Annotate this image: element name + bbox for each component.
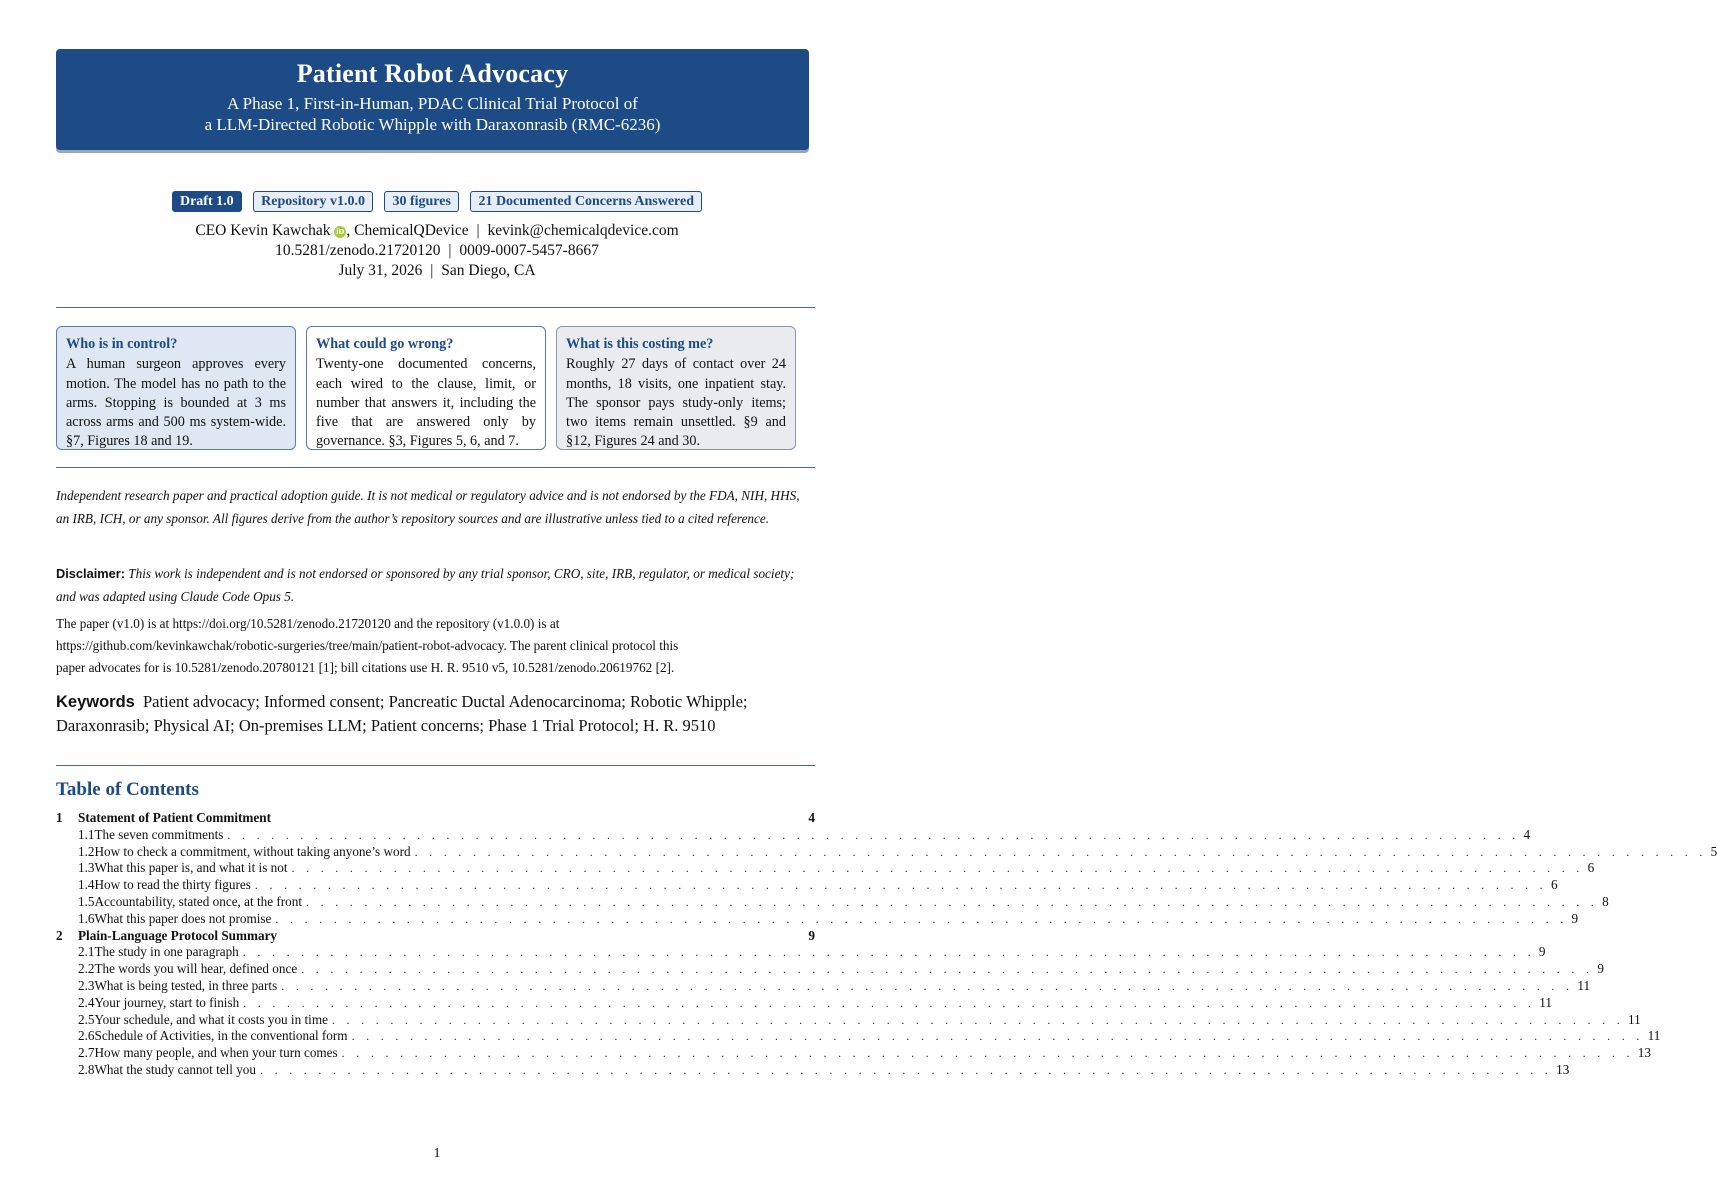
disclaimer [56,563,815,608]
toc-entry-label: Your journey, start to finish [94,994,240,1010]
toc-subsection-entry[interactable] [56,994,1552,1012]
identifier-line [0,242,874,260]
repository-badge: Repository v1.0.0 [253,191,373,212]
toc-entry-page: 9 [1571,910,1579,926]
author-email[interactable]: kevink@chemicalqdevice.com [487,222,679,239]
toc-section-entry[interactable] [56,928,821,945]
badge-row [0,191,874,212]
toc-entry-page: 11 [1628,1011,1641,1027]
toc-entry-page: 11 [1577,977,1591,993]
toc-entry-number: 2.1 [78,944,95,960]
toc-entry-label: What is being tested, in three parts [94,977,278,993]
toc-entry-label: The words you will hear, defined once [94,961,298,977]
author-org: , ChemicalQDevice [346,222,469,239]
toc-entry-page: 6 [1587,860,1595,876]
toc-entry-page: 13 [1556,1061,1570,1077]
toc-entry-label: Statement of Patient Commitment [78,810,271,825]
toc-subsection-entry[interactable] [56,944,1546,961]
paper-links [56,613,815,679]
toc-leader-dots: . . . . . . . . . . . . . . . . . . . . . . . . . . . . . . . . . . . . . . . . . . . . . . . . . . . . . . . . . . . . . . . . . . . . . . . . . . . . . . . . . . . . . . . . . [254,878,1547,893]
disclaimer-text: This work is independent and is not endorsed or sponsored by any trial sponsor, CRO, site, IRB, regulator, or medical society; and was adapted using Claude Code Opus 5. [56,566,795,604]
toc-entry-page: 8 [1602,893,1609,909]
toc-entry-page: 5 [1710,843,1717,859]
toc-entry-label: Accountability, stated once, at the front [94,893,302,909]
toc-entry-page: 11 [1647,1028,1661,1044]
toc-subsection-entry[interactable] [56,1011,1641,1029]
toc-entry-number: 2.8 [78,1061,95,1077]
toc-entry-label: How many people, and when your turn comes [94,1045,338,1061]
toc-leader-dots: . . . . . . . . . . . . . . . . . . . . . . . . . . . . . . . . . . . . . . . . . . . . . . . . . . . . . . . . . . . . . . . . . . . . . . . . . . . . . . . . . . . . . . . . . [243,995,1536,1010]
card-title: Who is in control? [66,336,178,352]
separator: | [430,262,434,279]
divider [56,765,815,766]
toc-entry-label: How to check a commitment, without taking anyone’s word [94,843,411,859]
keywords [56,690,815,737]
toc-entry-page: 6 [1550,877,1558,893]
toc-subsection-entry[interactable] [56,843,1717,861]
paper-links-line1: The paper (v1.0) is at https://doi.org/10.5281/zenodo.21720120 and the repository (v1.0.0) is at [56,616,560,631]
toc-entry-label: What this paper does not promise [94,910,272,926]
toc-entry-page: 9 [1597,961,1604,977]
card-title: What could go wrong? [316,336,454,352]
figures-badge: 30 figures [384,191,458,212]
toc-entry-page: 11 [1539,994,1552,1010]
card-body: Twenty-one documented concerns, each wired to the clause, limit, or number that answers it, including the five that are answered only by governance. §3, Figures 5, 6, and 7. [316,356,536,450]
toc-leader-dots: . . . . . . . . . . . . . . . . . . . . . . . . . . . . . . . . . . . . . . . . . . . . . . . . . . . . . . . . . . . . . . . . . . . . . . . . . . . . . . . . . . . . . . . . . [260,1062,1553,1077]
toc-subsection-entry[interactable] [56,877,1558,894]
disclaimer-label: Disclaimer: [56,566,125,581]
toc-entry-number: 1.3 [78,860,95,876]
location-text: San Diego, CA [441,262,536,279]
paper-links-line3: paper advocates for is 10.5281/zenodo.20780121 [1]; bill citations use H. R. 9510 v5, 10.5281/zenodo.20619762 [2]. [56,660,675,675]
toc-entry-label: The study in one paragraph [94,944,239,960]
divider [56,467,815,468]
date-text: July 31, 2026 [338,262,423,279]
toc-entry-number: 2.3 [78,977,95,993]
card-cost [556,326,796,450]
toc-entry-number: 1 [56,810,63,825]
toc-entry-label: Schedule of Activities, in the conventional form [94,1028,348,1044]
toc-entry-label: The seven commitments [94,826,224,842]
toc-leader-dots: . . . . . . . . . . . . . . . . . . . . . . . . . . . . . . . . . . . . . . . . . . . . . . . . . . . . . . . . . . . . . . . . . . . . . . . . . . . . . . . . . . . . . . . . . [341,1046,1634,1061]
toc-entry-number: 2.6 [78,1028,95,1044]
toc-entry-number: 2 [56,927,63,943]
independence-notice: Independent research paper and practical adoption guide. It is not medical or regulatory advice and is not endorsed by the FDA, NIH, HHS, an IRB, ICH, or any sponsor. All figures derive from the author’s repository sources and are illustrative unless tied to a cited reference. [56,488,800,526]
page-number: 1 [433,1146,441,1161]
toc-entry-number: 1.4 [78,877,95,893]
toc-section-entry[interactable] [56,810,821,827]
toc-entry-label: What the study cannot tell you [94,1061,256,1077]
toc-entry-page: 4 [808,810,815,825]
toc-leader-dots: . . . . . . . . . . . . . . . . . . . . . . . . . . . . . . . . . . . . . . . . . . . . . . . . . . . . . . . . . . . . . . . . . . . . . . . . . . . . . . . . . . . . . . . . . [281,978,1574,993]
toc-subsection-entry[interactable] [56,961,1604,978]
paper-title: Patient Robot Advocacy [296,59,569,88]
toc-leader-dots: . . . . . . . . . . . . . . . . . . . . . . . . . . . . . . . . . . . . . . . . . . . . . . . . . . . . . . . . . . . . . . . . . . . . . . . . . . . . . . . . . . . . . . . . . [242,945,1535,960]
toc-entry-number: 2.4 [78,994,95,1010]
toc-leader-dots: . . . . . . . . . . . . . . . . . . . . . . . . . . . . . . . . . . . . . . . . . . . . . . . . . . . . . . . . . . . . . . . . . . . . . . . . . . . . . . . . . . . . . . . . . [351,1029,1644,1044]
concerns-badge: 21 Documented Concerns Answered [470,191,702,212]
keywords-text: Patient advocacy; Informed consent; Pancreatic Ductal Adenocarcinoma; Robotic Whipple; Daraxonrasib; Physical AI; On-premises LLM; Patient concerns; Phase 1 Trial Protocol; H. R. 9510 [56,692,748,735]
toc-entry-page: 9 [808,927,815,943]
toc-subsection-entry[interactable] [56,893,1609,911]
paper-subtitle-line2: a LLM-Directed Robotic Whipple with Daraxonrasib (RMC-6236) [204,115,661,134]
toc-entry-number: 1.5 [78,893,95,909]
toc-entry-page: 4 [1523,826,1531,842]
toc-entry-label: Plain-Language Protocol Summary [78,927,278,943]
toc-entry-label: What this paper is, and what it is not [94,860,288,876]
toc-entry-label: Your schedule, and what it costs you in time [94,1011,328,1027]
divider [56,307,815,308]
toc-leader-dots: . . . . . . . . . . . . . . . . . . . . . . . . . . . . . . . . . . . . . . . . . . . . . . . . . . . . . . . . . . . . . . . . . . . . . . . . . . . . . . . . . . . . . . . . . [275,911,1568,926]
toc-leader-dots: . . . . . . . . . . . . . . . . . . . . . . . . . . . . . . . . . . . . . . . . . . . . . . . . . . . . . . . . . . . . . . . . . . . . . . . . . . . . . . . . . . . . . . . . . [227,827,1520,842]
toc-subsection-entry[interactable] [56,860,1595,877]
table-of-contents [56,810,1717,1079]
toc-subsection-entry[interactable] [56,977,1591,995]
keywords-label: Keywords [56,693,135,711]
card-title: What is this costing me? [566,336,714,352]
orcid-icon[interactable]: iD [336,228,345,236]
card-control [56,326,296,450]
toc-entry-page: 9 [1538,944,1546,960]
toc-entry-number: 2.5 [78,1011,95,1027]
toc-entry-page: 13 [1637,1045,1651,1061]
separator: | [448,242,452,259]
toc-leader-dots: . . . . . . . . . . . . . . . . . . . . . . . . . . . . . . . . . . . . . . . . . . . . . . . . . . . . . . . . . . . . . . . . . . . . . . . . . . . . . . . . . . . . . . . . . [306,894,1599,909]
separator: | [476,222,480,239]
toc-subsection-entry[interactable] [56,1045,1651,1062]
date-line [0,262,874,280]
author-line [0,222,874,240]
toc-subsection-entry[interactable] [56,826,1531,844]
toc-entry-number: 1.1 [78,826,95,842]
toc-subsection-entry[interactable] [56,1061,1570,1079]
draft-badge: Draft 1.0 [172,191,242,212]
toc-subsection-entry[interactable] [56,1028,1661,1045]
doi-text[interactable]: 10.5281/zenodo.21720120 [275,242,441,259]
toc-leader-dots: . . . . . . . . . . . . . . . . . . . . . . . . . . . . . . . . . . . . . . . . . . . . . . . . . . . . . . . . . . . . . . . . . . . . . . . . . . . . . . . . . . . . . . . . . [331,1012,1625,1027]
toc-entry-number: 1.2 [78,843,95,859]
toc-leader-dots: . . . . . . . . . . . . . . . . . . . . . . . . . . . . . . . . . . . . . . . . . . . . . . . . . . . . . . . . . . . . . . . . . . . . . . . . . . . . . . . . . . . . . . . . . [291,861,1584,876]
toc-leader-dots: . . . . . . . . . . . . . . . . . . . . . . . . . . . . . . . . . . . . . . . . . . . . . . . . . . . . . . . . . . . . . . . . . . . . . . . . . . . . . . . . . . . . . . . . . [414,844,1707,859]
title-banner [56,49,809,150]
toc-entry-number: 2.2 [78,961,95,977]
toc-leader-dots: . . . . . . . . . . . . . . . . . . . . . . . . . . . . . . . . . . . . . . . . . . . . . . . . . . . . . . . . . . . . . . . . . . . . . . . . . . . . . . . . . . . . . . . . . [301,962,1594,977]
toc-entry-label: How to read the thirty figures [94,877,251,893]
card-body: Roughly 27 days of contact over 24 months, 18 visits, one inpatient stay. The sponsor pays study-only items; two items remain unsettled. §9 and §12, Figures 24 and 30. [566,356,786,450]
toc-subsection-entry[interactable] [56,910,1579,928]
toc-entry-number: 1.6 [78,910,95,926]
paper-subtitle-line1: A Phase 1, First-in-Human, PDAC Clinical Trial Protocol of [227,94,638,113]
toc-entry-number: 2.7 [78,1045,95,1061]
paper-links-line2[interactable]: https://github.com/kevinkawchak/robotic-surgeries/tree/main/patient-robot-advocacy. The parent clinical protocol this [56,638,679,653]
orcid-id-text[interactable]: 0009-0007-5457-8667 [459,242,599,259]
card-risks [306,326,546,450]
card-body: A human surgeon approves every motion. The model has no path to the arms. Stopping is bounded at 3 ms across arms and 500 ms system-wide. §7, Figures 18 and 19. [66,356,286,450]
toc-title: Table of Contents [56,779,199,800]
author-name: CEO Kevin Kawchak [195,222,331,239]
